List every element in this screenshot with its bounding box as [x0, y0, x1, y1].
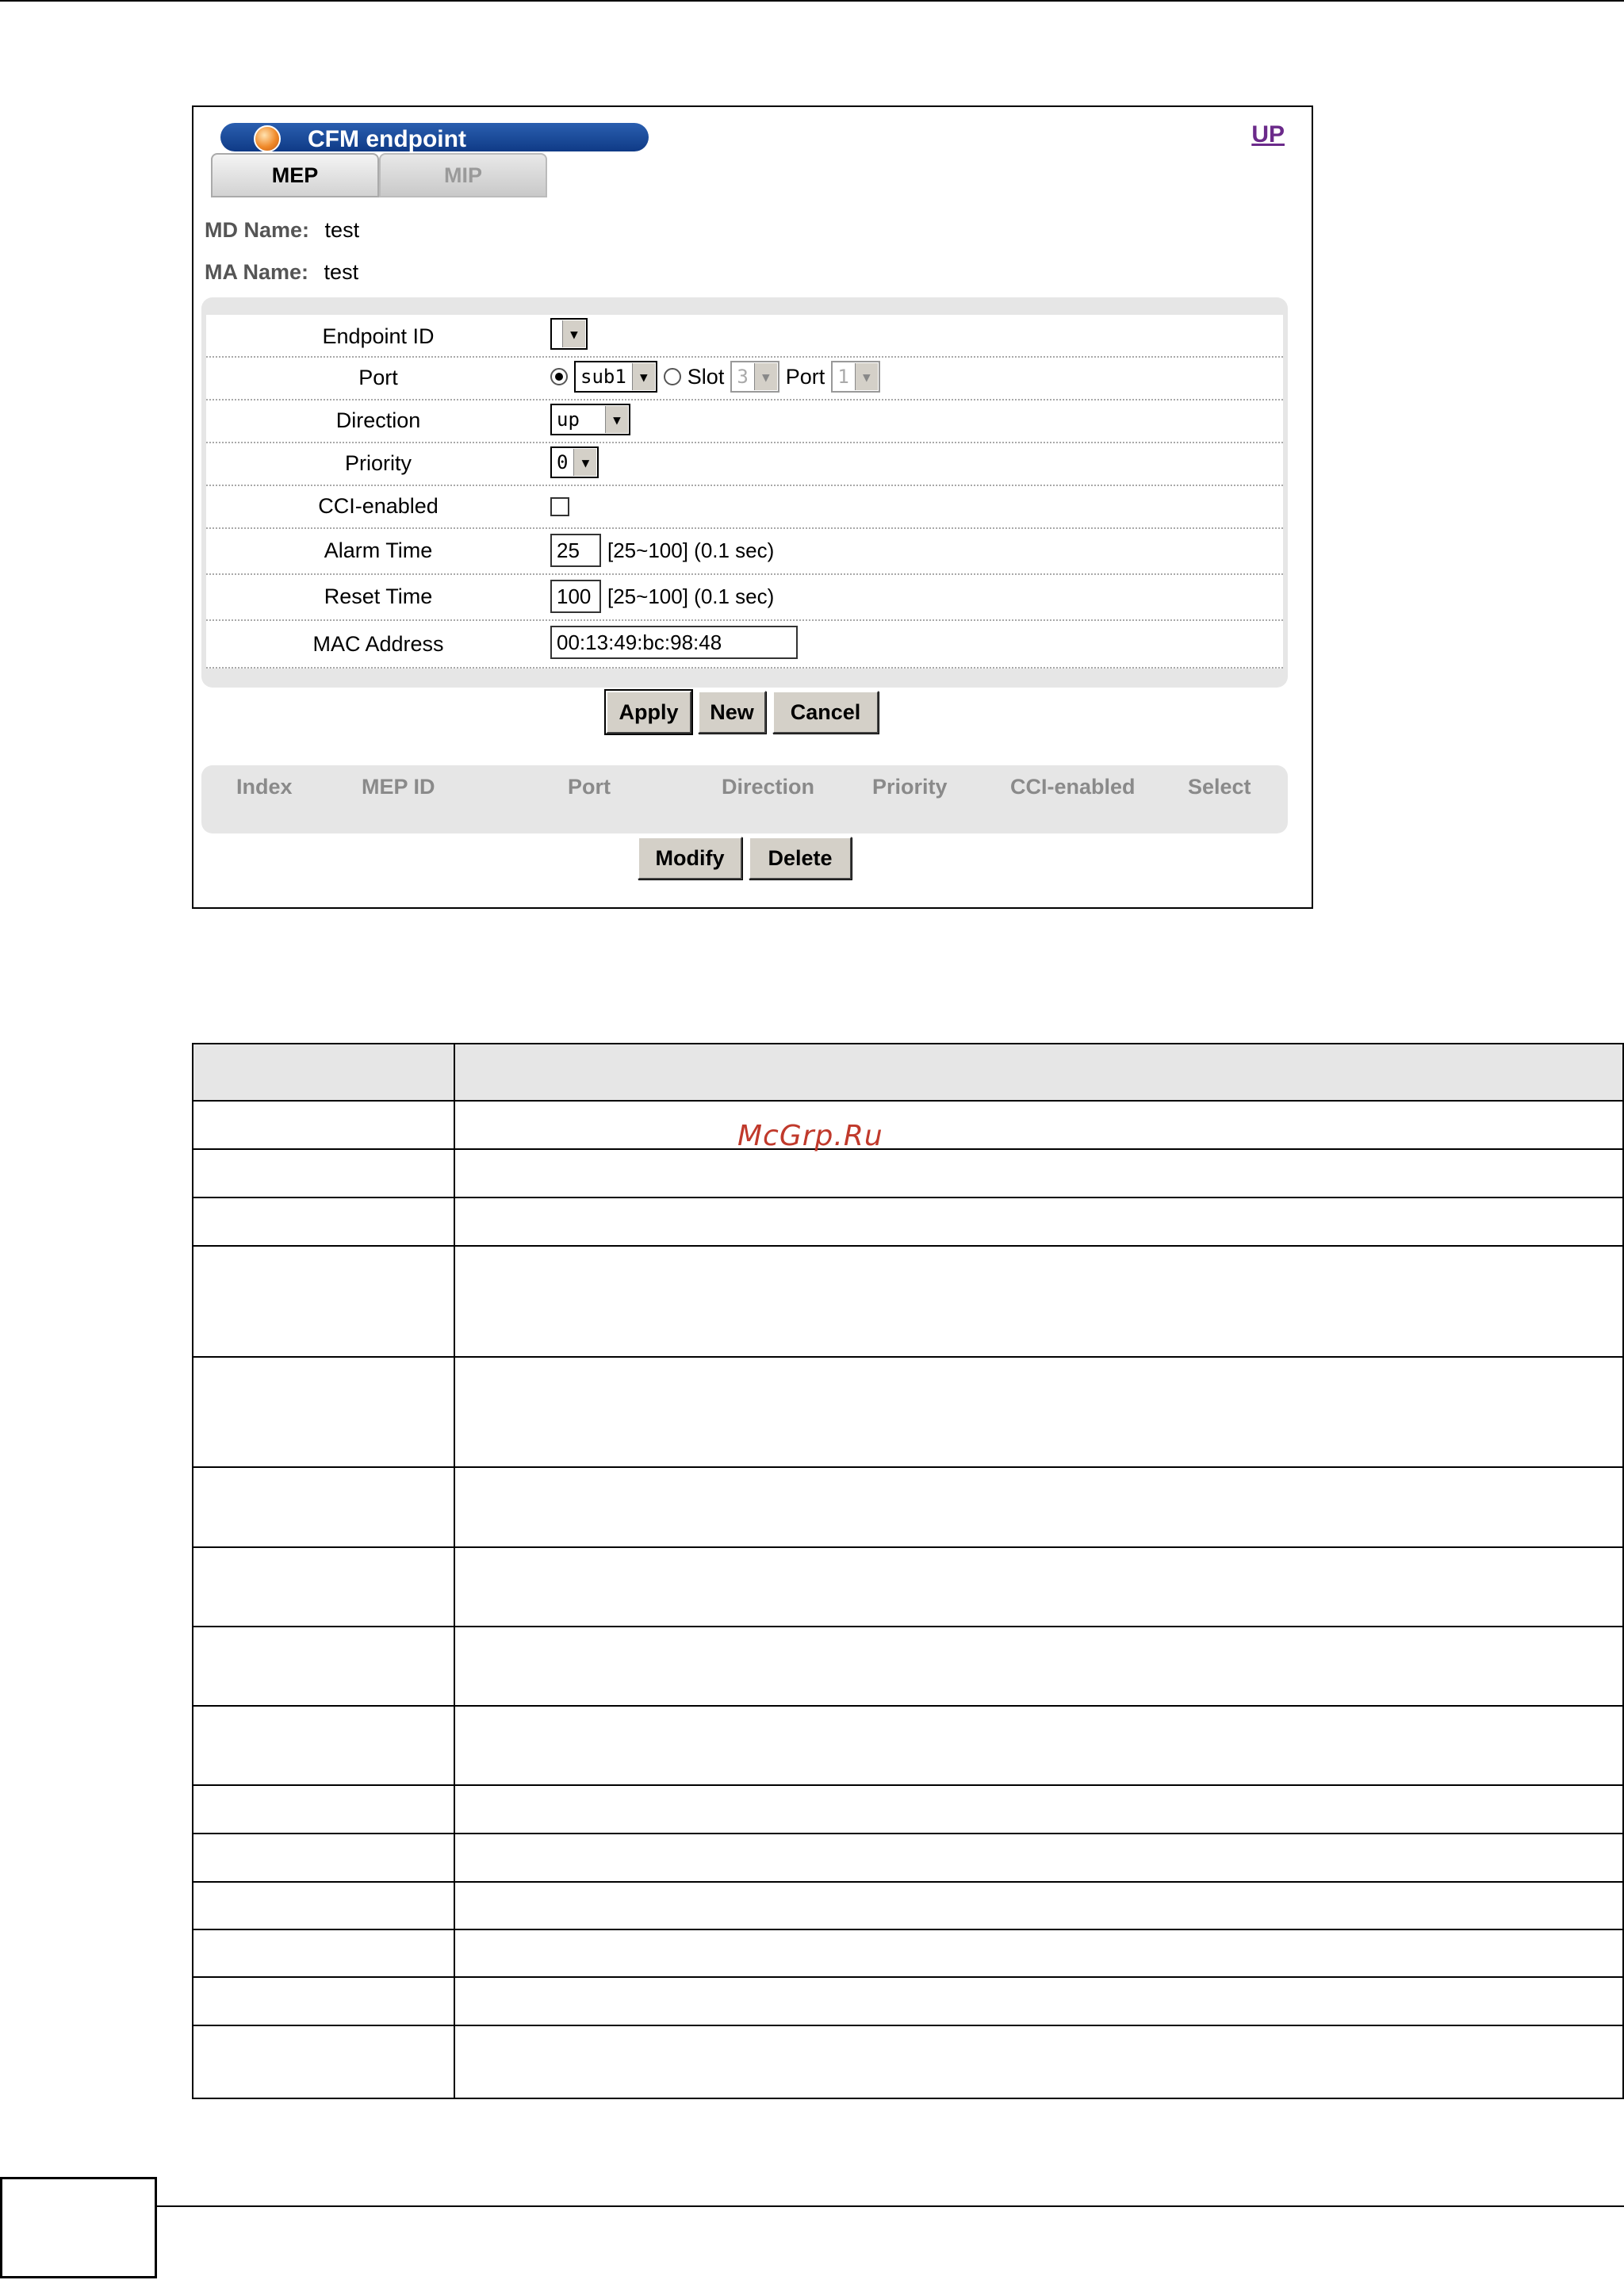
- port-number-select[interactable]: 1 ▼: [831, 361, 879, 393]
- chevron-down-icon: ▼: [573, 449, 596, 476]
- table-row: [193, 1150, 1622, 1198]
- endpoint-form: [201, 297, 1288, 688]
- mac-address-input[interactable]: 00:13:49:bc:98:48: [550, 626, 798, 659]
- md-name-label: MD Name:: [205, 218, 310, 242]
- slot-radio[interactable]: [664, 368, 681, 385]
- table-row: [193, 1198, 1622, 1247]
- cci-enabled-row: [206, 486, 1283, 529]
- cci-enabled-checkbox[interactable]: [550, 497, 569, 516]
- alarm-time-hint: [25~100] (0.1 sec): [607, 538, 775, 562]
- table-row: [193, 1468, 1622, 1548]
- direction-label: Direction: [335, 408, 421, 432]
- mep-list-header: [201, 765, 1288, 833]
- slot-label: Slot: [687, 364, 725, 389]
- up-link[interactable]: UP: [1251, 121, 1285, 148]
- page-top-rule: [0, 0, 1624, 2]
- new-button[interactable]: New: [698, 691, 766, 734]
- column-header-index: Index: [236, 775, 293, 799]
- table-row: [193, 1883, 1622, 1930]
- priority-label: Priority: [344, 451, 412, 475]
- chevron-down-icon: ▼: [632, 363, 655, 390]
- priority-row: [206, 443, 1283, 486]
- column-header-cci-enabled: CCI-enabled: [1010, 775, 1136, 799]
- column-header-port: Port: [568, 775, 611, 799]
- delete-button[interactable]: Delete: [749, 837, 852, 879]
- table-row: [193, 2026, 1622, 2099]
- table-row: [193, 1358, 1622, 1468]
- tab-mep[interactable]: MEP: [211, 153, 379, 197]
- chevron-down-icon: ▼: [855, 363, 878, 390]
- page-number-box: [0, 2177, 157, 2278]
- slot-select[interactable]: 3 ▼: [730, 361, 779, 393]
- chevron-down-icon: ▼: [605, 406, 628, 433]
- table-row: [193, 1247, 1622, 1358]
- panel-title: CFM endpoint: [308, 126, 466, 152]
- table-row: [193, 1548, 1622, 1627]
- table-header-row: [193, 1044, 1622, 1102]
- port-label: Port: [358, 366, 398, 389]
- priority-select[interactable]: 0 ▼: [550, 446, 599, 478]
- apply-button[interactable]: Apply: [606, 691, 691, 734]
- footer-rule: [157, 2205, 1624, 2207]
- table-row: [193, 1786, 1622, 1834]
- orb-icon: [254, 125, 281, 152]
- table-row: [193, 1627, 1622, 1707]
- md-name-value: test: [324, 218, 360, 242]
- column-header-priority: Priority: [872, 775, 948, 799]
- direction-select[interactable]: up ▼: [550, 404, 630, 435]
- endpoint-id-label: Endpoint ID: [322, 324, 435, 348]
- reset-time-input[interactable]: 100: [550, 580, 601, 613]
- ma-name-value: test: [324, 260, 359, 284]
- endpoint-id-select[interactable]: [550, 318, 588, 350]
- table-row: [193, 1834, 1622, 1883]
- chevron-down-icon: ▼: [562, 320, 585, 347]
- alarm-time-input[interactable]: 25: [550, 534, 601, 567]
- cancel-button[interactable]: Cancel: [772, 691, 879, 734]
- watermark: McGrp.Ru: [737, 1120, 883, 1152]
- cci-enabled-label: CCI-enabled: [318, 494, 439, 518]
- table-column-divider: [454, 1044, 455, 2098]
- modify-button[interactable]: Modify: [638, 837, 742, 879]
- mac-address-label: MAC Address: [312, 632, 444, 656]
- mac-address-row: [206, 621, 1283, 669]
- column-header-select: Select: [1188, 775, 1251, 799]
- direction-row: [206, 400, 1283, 443]
- alarm-time-row: [206, 529, 1283, 575]
- ma-name-line: [205, 260, 358, 285]
- port-number-label: Port: [785, 364, 825, 389]
- chevron-down-icon: ▼: [754, 363, 777, 390]
- column-header-direction: Direction: [722, 775, 815, 799]
- field-description-table: [192, 1043, 1624, 2099]
- table-row: [193, 1707, 1622, 1786]
- port-row: [206, 358, 1283, 400]
- column-header-mep-id: MEP ID: [362, 775, 435, 799]
- endpoint-id-row: [206, 315, 1283, 358]
- cfm-endpoint-panel: [192, 105, 1313, 909]
- reset-time-label: Reset Time: [324, 584, 433, 608]
- reset-time-hint: [25~100] (0.1 sec): [607, 584, 775, 608]
- port-radio[interactable]: [550, 368, 568, 385]
- tab-mip[interactable]: MIP: [379, 153, 547, 197]
- table-row: [193, 1102, 1622, 1150]
- table-row: [193, 1930, 1622, 1978]
- alarm-time-label: Alarm Time: [324, 538, 433, 562]
- title-bar: [220, 123, 649, 151]
- port-select[interactable]: sub1 ▼: [574, 361, 657, 393]
- ma-name-label: MA Name:: [205, 260, 309, 284]
- table-row: [193, 1978, 1622, 2026]
- reset-time-row: [206, 575, 1283, 621]
- md-name-line: [205, 218, 359, 243]
